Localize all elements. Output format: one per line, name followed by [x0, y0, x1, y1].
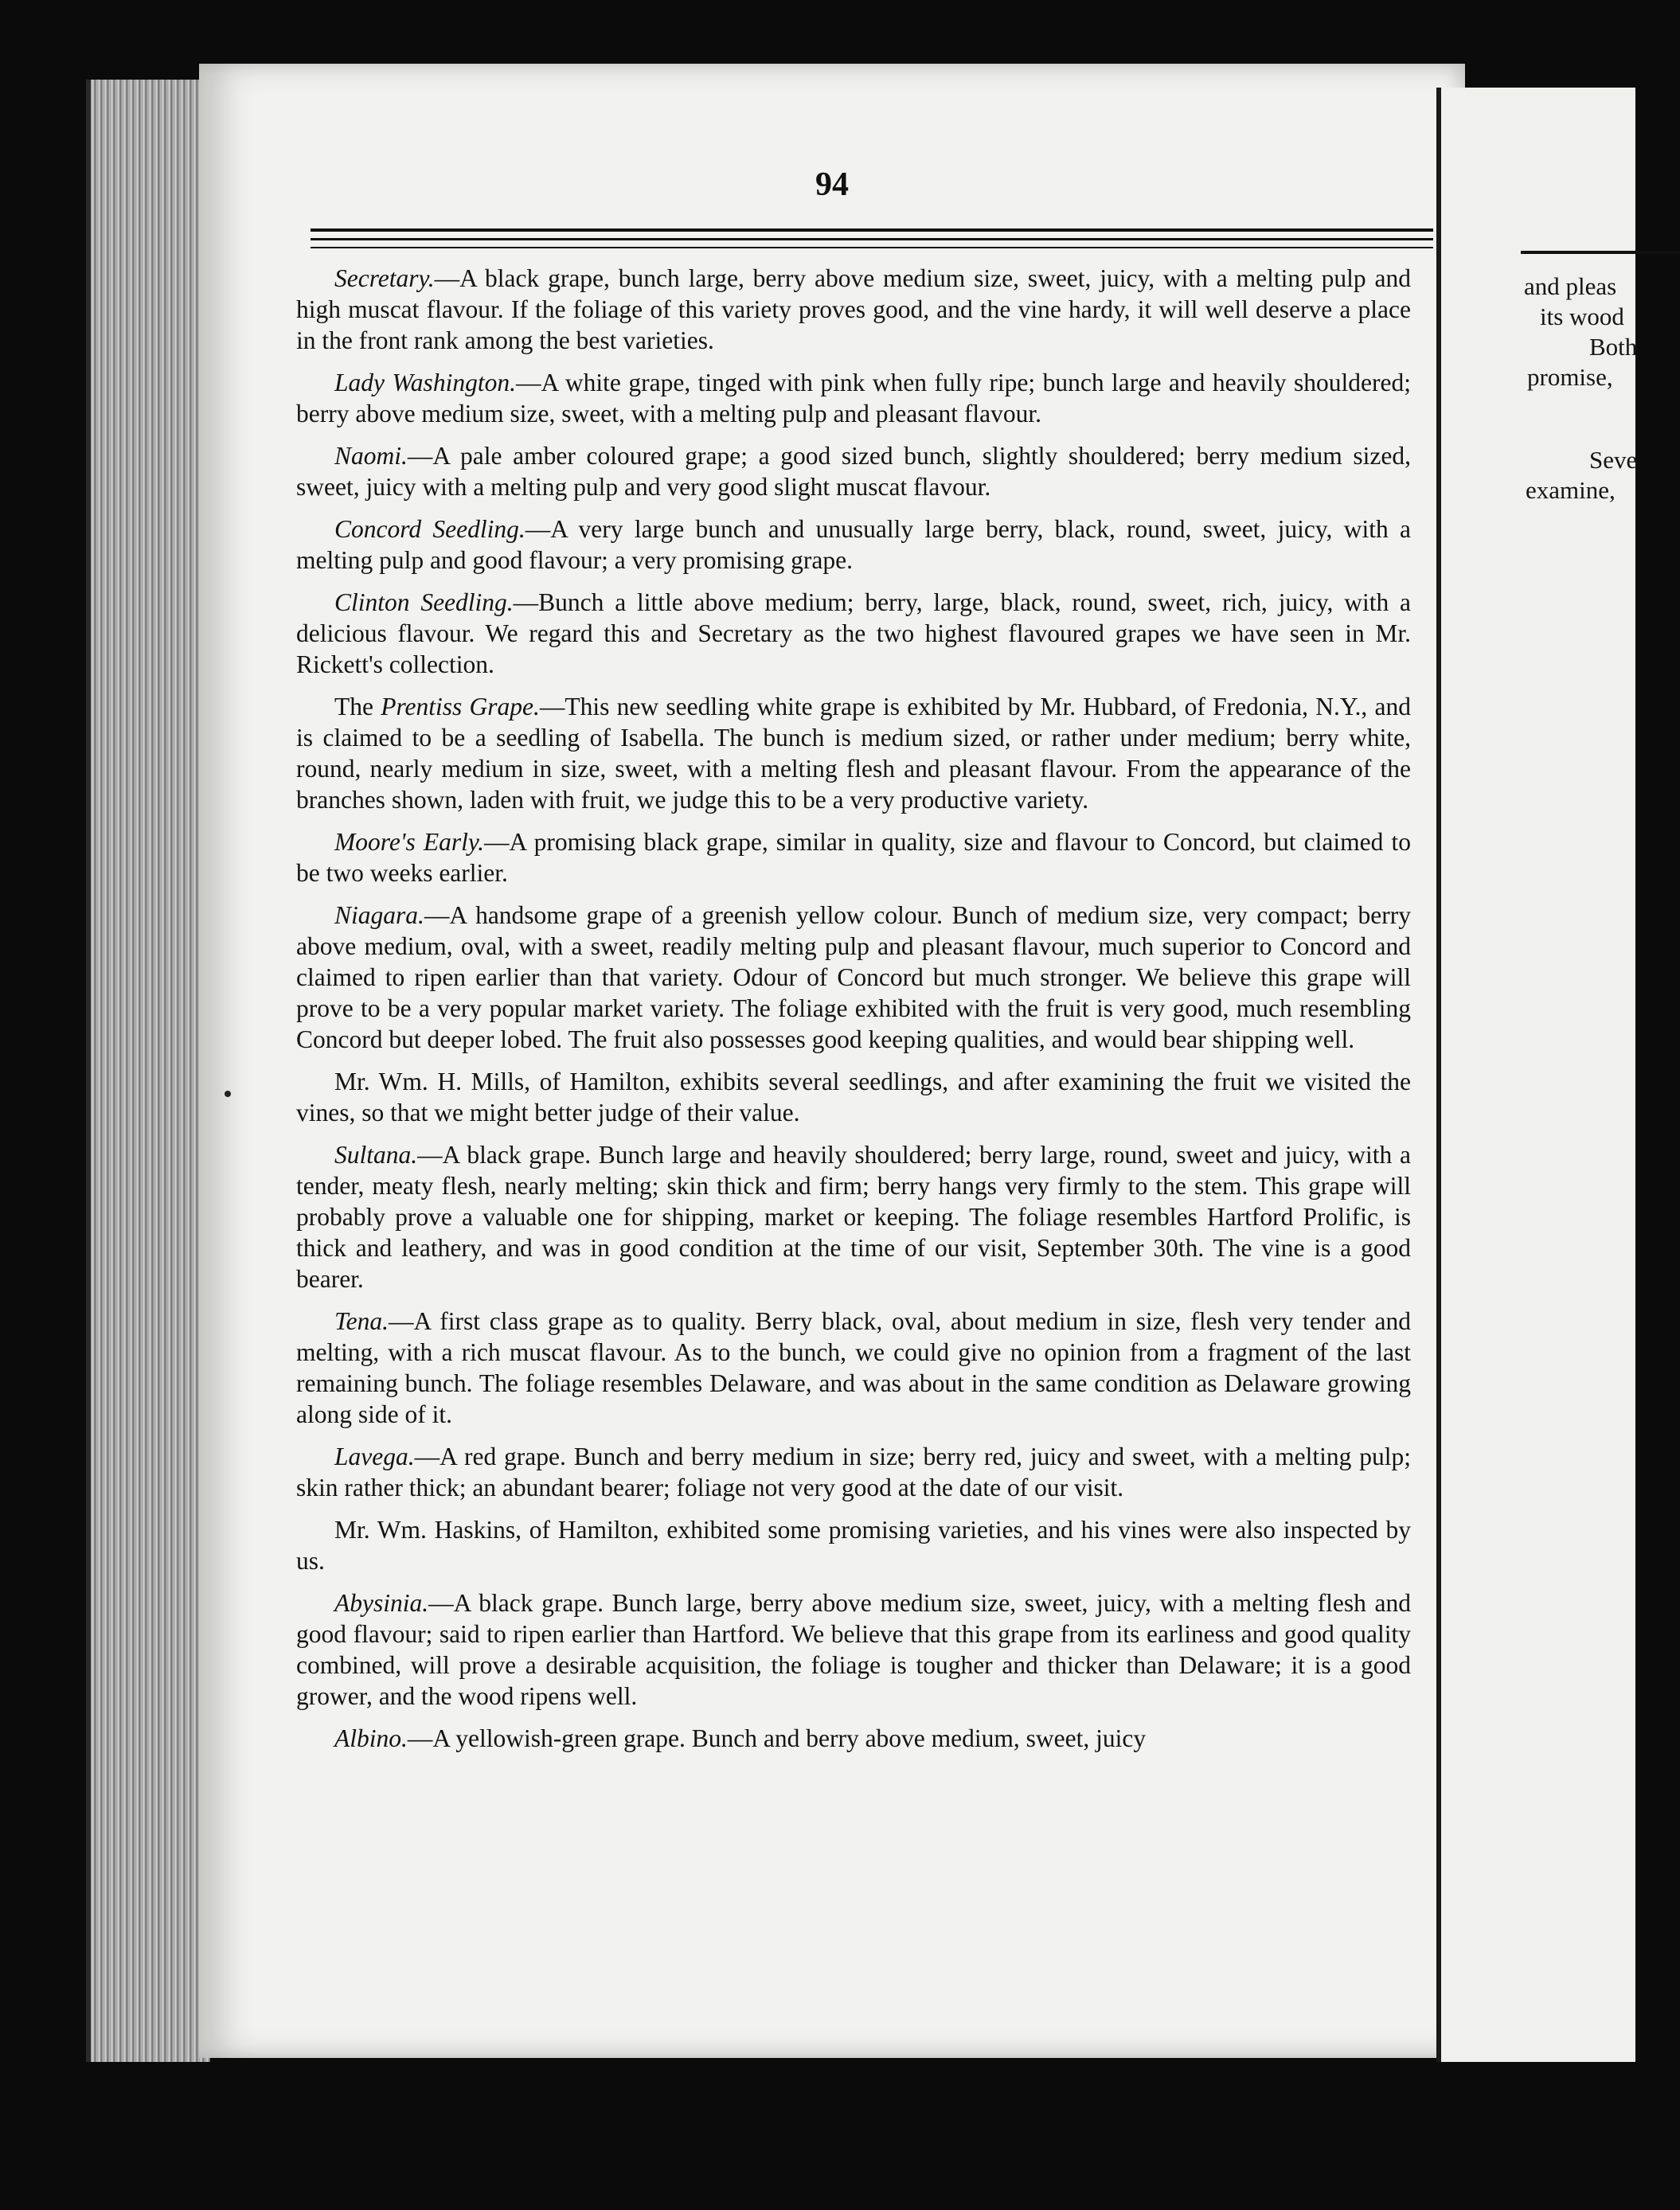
header-rule [1521, 251, 1680, 254]
right-page-fragment: and pleas [1524, 272, 1617, 300]
variety-name: Naomi. [334, 442, 408, 470]
variety-name: Sultana. [334, 1141, 418, 1169]
right-page-fragment: Both [1589, 333, 1638, 361]
paragraph [296, 1306, 1411, 1430]
header-rule [311, 238, 1433, 240]
right-page-fragment: promise, [1527, 363, 1613, 391]
paragraph-text: —A very large bunch and unusually large berry, black, round, sweet, juicy, with a melting pulp and good flavour; a very promising grape. [296, 515, 1412, 574]
right-page-fragment: its wood [1540, 303, 1624, 330]
paragraph [296, 1514, 1411, 1576]
right-page-fragment: examine, [1526, 476, 1616, 504]
variety-name: Concord Seedling. [334, 515, 525, 543]
paragraph [296, 900, 1411, 1055]
paragraph [296, 691, 1411, 815]
paragraph-text: —Bunch a little above medium; berry, large, black, round, sweet, rich, juicy, with a delicious flavour. We regard this and Secretary as the two highest flavoured grapes we have seen in Mr. Rickett's collection. [296, 588, 1411, 678]
variety-name: Abysinia. [334, 1589, 429, 1617]
variety-name: Albino. [334, 1724, 408, 1752]
variety-name: Tena. [334, 1307, 389, 1335]
right-page [1436, 88, 1638, 2062]
paragraph [296, 1066, 1411, 1128]
paragraph [296, 1441, 1411, 1503]
paragraph [296, 263, 1411, 356]
right-page-fragment: Seve [1589, 446, 1638, 474]
paragraph-text: Mr. Wm. Haskins, of Hamilton, exhibited some promising varieties, and his vines were also inspected by us. [296, 1516, 1411, 1575]
variety-name: Lady Washington. [334, 369, 516, 396]
paragraph-text: —A handsome grape of a greenish yellow colour. Bunch of medium size, very compact; berry above medium, oval, with a sweet, readily melting pulp and pleasant flavour, much superior to Concord and claimed to ripen earlier than that variety. Odour of Concord but much stronger. We believe this grape will prove to be a very popular market variety. The foliage exhibited with the fruit is very good, much resembling Concord but deeper lobed. The fruit also possesses good keeping qualities, and would bear shipping well. [296, 901, 1411, 1053]
variety-name: Clinton Seedling. [334, 588, 514, 616]
paragraph-text: —A yellowish-green grape. Bunch and berry above medium, sweet, juicy [407, 1724, 1147, 1752]
header-rule [311, 247, 1433, 248]
paragraph-text: —A red grape. Bunch and berry medium in size; berry red, juicy and sweet, with a melting pulp; skin rather thick; an abundant bearer; foliage not very good at the date of our visit. [296, 1443, 1411, 1501]
variety-name: Lavega. [334, 1443, 415, 1470]
book-page-edges [86, 80, 210, 2062]
paragraph-text: Mr. Wm. H. Mills, of Hamilton, exhibits several seedlings, and after examining the fruit we visited the vines, so that we might better judge of their value. [296, 1068, 1411, 1126]
ink-speck [225, 1091, 231, 1097]
paragraph [296, 1587, 1411, 1712]
paragraph [296, 1723, 1411, 1754]
paragraph-text: —A white grape, tinged with pink when fully ripe; bunch large and heavily shouldered; berry above medium size, sweet, with a melting pulp and pleasant flavour. [296, 369, 1411, 428]
left-page [199, 64, 1465, 2058]
paragraph [296, 440, 1411, 502]
paragraph [296, 826, 1411, 888]
variety-name: Secretary. [334, 264, 435, 292]
paragraph-text: —This new seedling white grape is exhibited by Mr. Hubbard, of Fredonia, N.Y., and is claimed to be a seedling of Isabella. The bunch is medium sized, or rather under medium; berry white, round, nearly medium in size, sweet, with a melting flesh and pleasant flavour. From the appearance of the branches shown, laden with fruit, we judge this to be a very productive variety. [296, 693, 1411, 814]
paragraph-text: —A promising black grape, similar in quality, size and flavour to Concord, but claimed to be two weeks earlier. [296, 828, 1411, 887]
header-rule [311, 228, 1433, 232]
body-text [296, 263, 1411, 1765]
page-number: 94 [815, 166, 849, 203]
paragraph [296, 1139, 1411, 1294]
paragraph-text: —A black grape. Bunch large, berry above medium size, sweet, juicy, with a melting flesh and good flavour; said to ripen earlier than Hartford. We believe that this grape from its earliness and good quality combined, will prove a desirable acquisition, the foliage is tougher and thicker than Delaware; it is a good grower, and the wood ripens well. [296, 1589, 1411, 1710]
paragraph [296, 367, 1411, 429]
variety-name: Prentiss Grape. [381, 693, 540, 720]
paragraph-text: —A first class grape as to quality. Berry black, oval, about medium in size, flesh very tender and melting, with a rich muscat flavour. As to the bunch, we could give no opinion from a fragment of the last remaining bunch. The foliage resembles Delaware, and was about in the same condition as Delaware growing along side of it. [296, 1307, 1411, 1428]
paragraph-text: —A black grape. Bunch large and heavily shouldered; berry large, round, sweet and juicy, with a tender, meaty flesh, nearly melting; skin thick and firm; berry hangs very firmly to the stem. This grape will probably prove a valuable one for shipping, market or keeping. The foliage resembles Hartford Prolific, is thick and leathery, and was in good condition at the time of our visit, September 30th. The vine is a good bearer. [296, 1141, 1411, 1293]
paragraph [296, 513, 1411, 576]
variety-name: Moore's Early. [334, 828, 485, 856]
paragraph-prefix: The [334, 693, 381, 720]
variety-name: Niagara. [334, 901, 424, 929]
paragraph [296, 587, 1411, 680]
paragraph-text: —A pale amber coloured grape; a good sized bunch, slightly shouldered; berry medium sized, sweet, juicy with a melting pulp and very good slight muscat flavour. [296, 442, 1411, 501]
paragraph-text: —A black grape, bunch large, berry above medium size, sweet, juicy, with a melting pulp and high muscat flavour. If the foliage of this variety proves good, and the vine hardy, it will well deserve a place in the front rank among the best varieties. [296, 264, 1411, 354]
